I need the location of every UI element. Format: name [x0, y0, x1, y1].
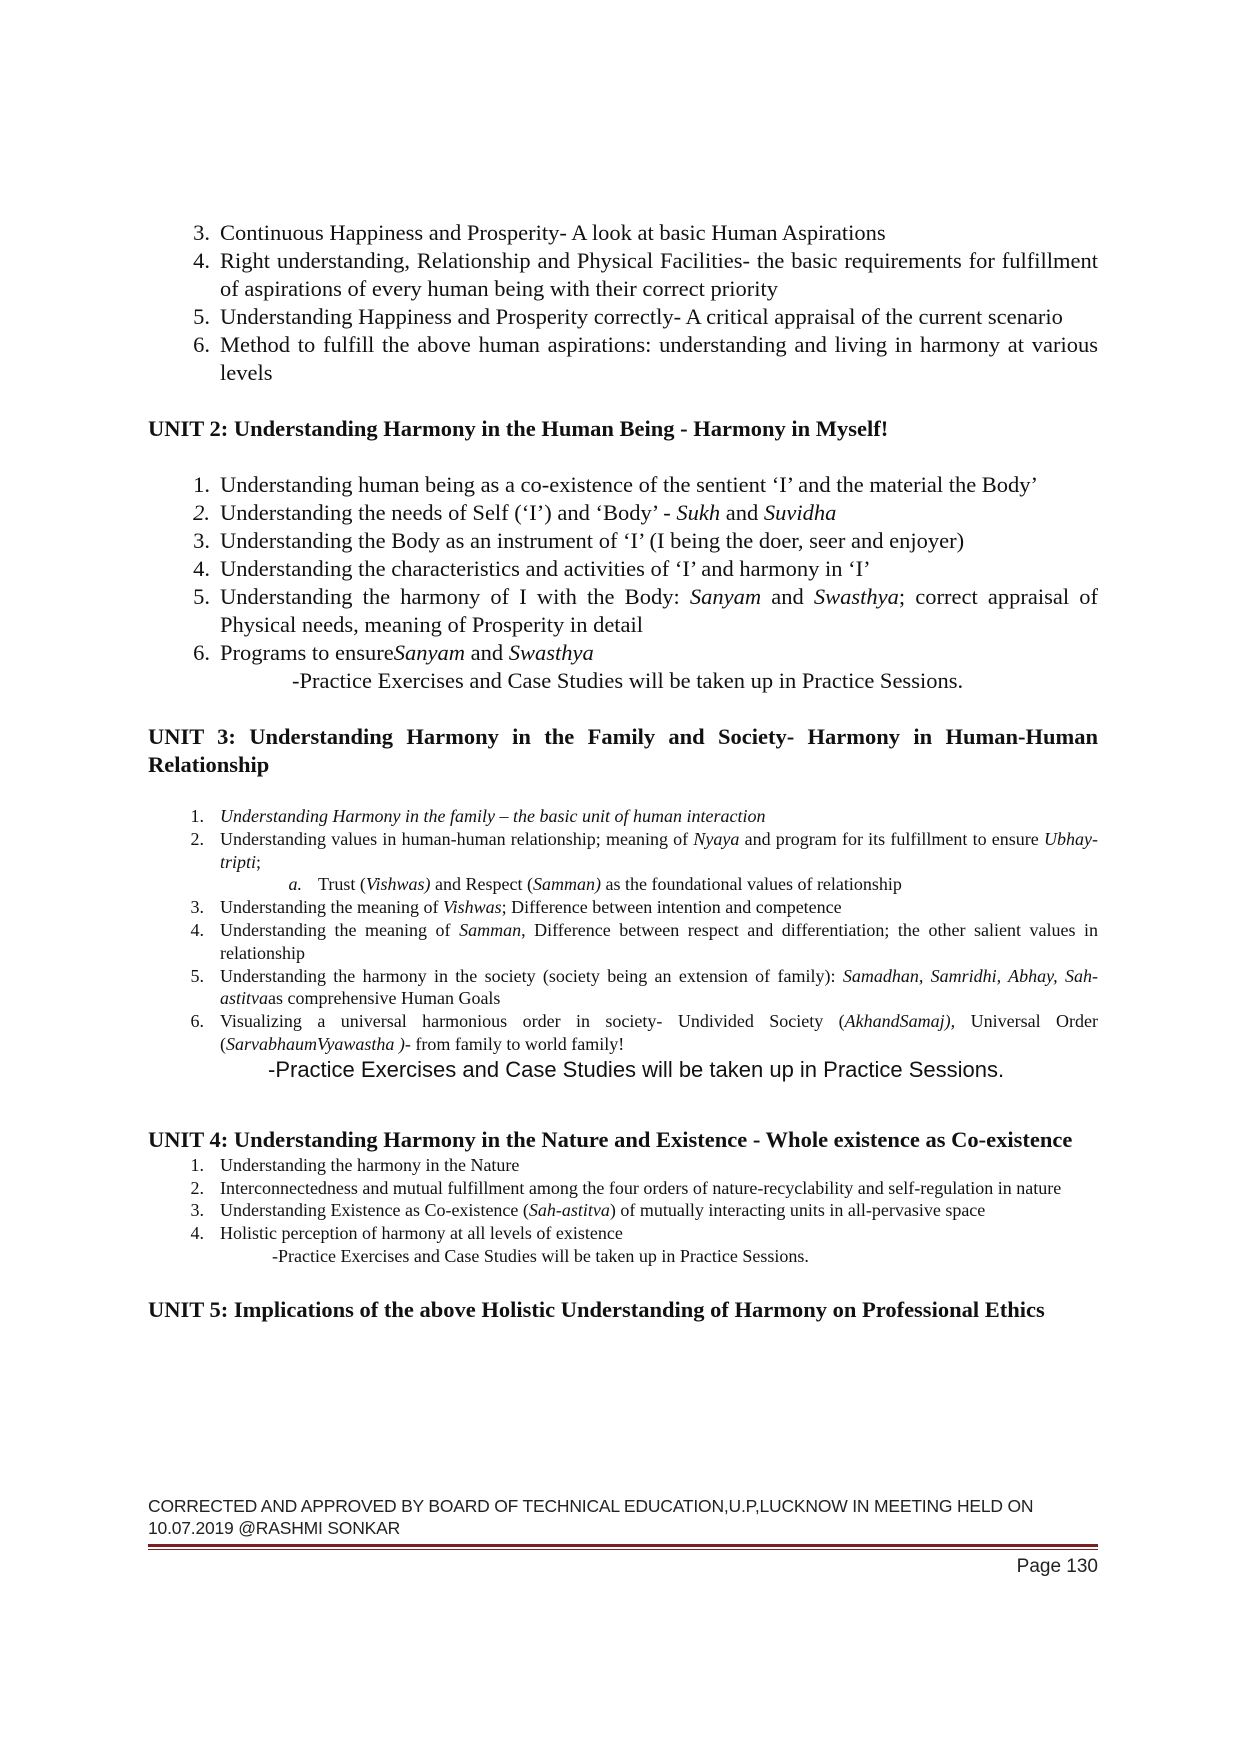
list-item: 6. Programs to ensureSanyam and Swasthya [193, 640, 594, 665]
list-item: 2. Understanding the needs of Self (‘I’) and ‘Body’ - Sukh and Suvidha [193, 500, 837, 525]
unit3-heading: UNIT 3: Understanding Harmony in the Family and Society- Harmony in Human-Human Relationship [148, 724, 1098, 777]
list-item: 4. Holistic perception of harmony at all levels of existence [190, 1223, 623, 1244]
list-item: 5. Understanding Happiness and Prosperity correctly- A critical appraisal of the current scenario [193, 304, 1063, 329]
unit4-practice-note: -Practice Exercises and Case Studies will be taken up in Practice Sessions. [272, 1245, 809, 1266]
list-item: 3. Understanding the Body as an instrument of ‘I’ (I being the doer, seer and enjoyer) [193, 528, 965, 553]
unit2-practice-note: -Practice Exercises and Case Studies will be taken up in Practice Sessions. [292, 668, 964, 693]
list-item: 5. Understanding the harmony of I with the Body: Sanyam and Swasthya; correct appraisal of Physical needs, meaning of Prosperity in detail [193, 584, 1098, 637]
list-item: 6. Method to fulfill the above human aspirations: understanding and living in harmony at various levels [193, 332, 1098, 385]
list-item: 1. Understanding Harmony in the family – the basic unit of human interaction [190, 806, 766, 826]
unit2-heading: UNIT 2: Understanding Harmony in the Human Being - Harmony in Myself! [148, 416, 889, 441]
page-footer [148, 1495, 1098, 1578]
list-item: 4. Understanding the characteristics and activities of ‘I’ and harmony in ‘I’ [193, 556, 871, 581]
list-item: 4. Right understanding, Relationship and Physical Facilities- the basic requirements for fulfillment of aspirations of every human being with their correct priority [193, 248, 1098, 301]
footer-approval-line: CORRECTED AND APPROVED BY BOARD OF TECHNICAL EDUCATION,U.P,LUCKNOW IN MEETING HELD ON [148, 1496, 1034, 1516]
footer-divider-thick [148, 1544, 1098, 1547]
list-item: 2. Interconnectedness and mutual fulfillment among the four orders of nature-recyclability and self-regulation in nature [190, 1177, 1062, 1198]
unit4-list [148, 1154, 1098, 1245]
unit3-list [148, 805, 1098, 1056]
list-item: 5. Understanding the harmony in the society (society being an extension of family): Samadhan, Samridhi, Abhay, Sah-astitvaas comprehensive Human Goals [190, 965, 1098, 1009]
unit3-practice-note: -Practice Exercises and Case Studies will be taken up in Practice Sessions. [268, 1056, 1005, 1082]
footer-divider-thin [148, 1549, 1098, 1550]
list-subitem: a. Trust (Vishwas) and Respect (Samman) as the foundational values of relationship [288, 874, 902, 895]
unit2-list [148, 471, 1098, 667]
list-item: 3. Continuous Happiness and Prosperity- A look at basic Human Aspirations [193, 220, 886, 245]
unit4-heading: UNIT 4: Understanding Harmony in the Nature and Existence - Whole existence as Co-existence [148, 1126, 1073, 1152]
unit1-list [148, 219, 1098, 387]
footer-date-author: 10.07.2019 @RASHMI SONKAR [148, 1518, 401, 1538]
syllabus-content [148, 219, 1098, 1324]
list-item: 1. Understanding human being as a co-existence of the sentient ‘I’ and the material the Body’ [193, 472, 1039, 497]
unit5-heading: UNIT 5: Implications of the above Holistic Understanding of Harmony on Professional Ethics [148, 1296, 1045, 1322]
page-number: Page 130 [1016, 1556, 1098, 1577]
list-item: 3. Understanding the meaning of Vishwas; Difference between intention and competence [190, 897, 842, 918]
list-item: 2. Understanding values in human-human relationship; meaning of Nyaya and program for its fulfillment to ensure Ubhay-tripti; [190, 828, 1098, 872]
list-item: 3. Understanding Existence as Co-existence (Sah-astitva) of mutually interacting units in all-pervasive space [190, 1200, 986, 1221]
list-item: 6. Visualizing a universal harmonious order in society- Undivided Society (AkhandSamaj), Universal Order (SarvabhaumVyawastha )- from family to world family! [190, 1011, 1098, 1054]
list-item: 1. Understanding the harmony in the Nature [190, 1154, 520, 1175]
list-item: 4. Understanding the meaning of Samman, Difference between respect and differentiation; the other salient values in relationship [190, 919, 1098, 963]
